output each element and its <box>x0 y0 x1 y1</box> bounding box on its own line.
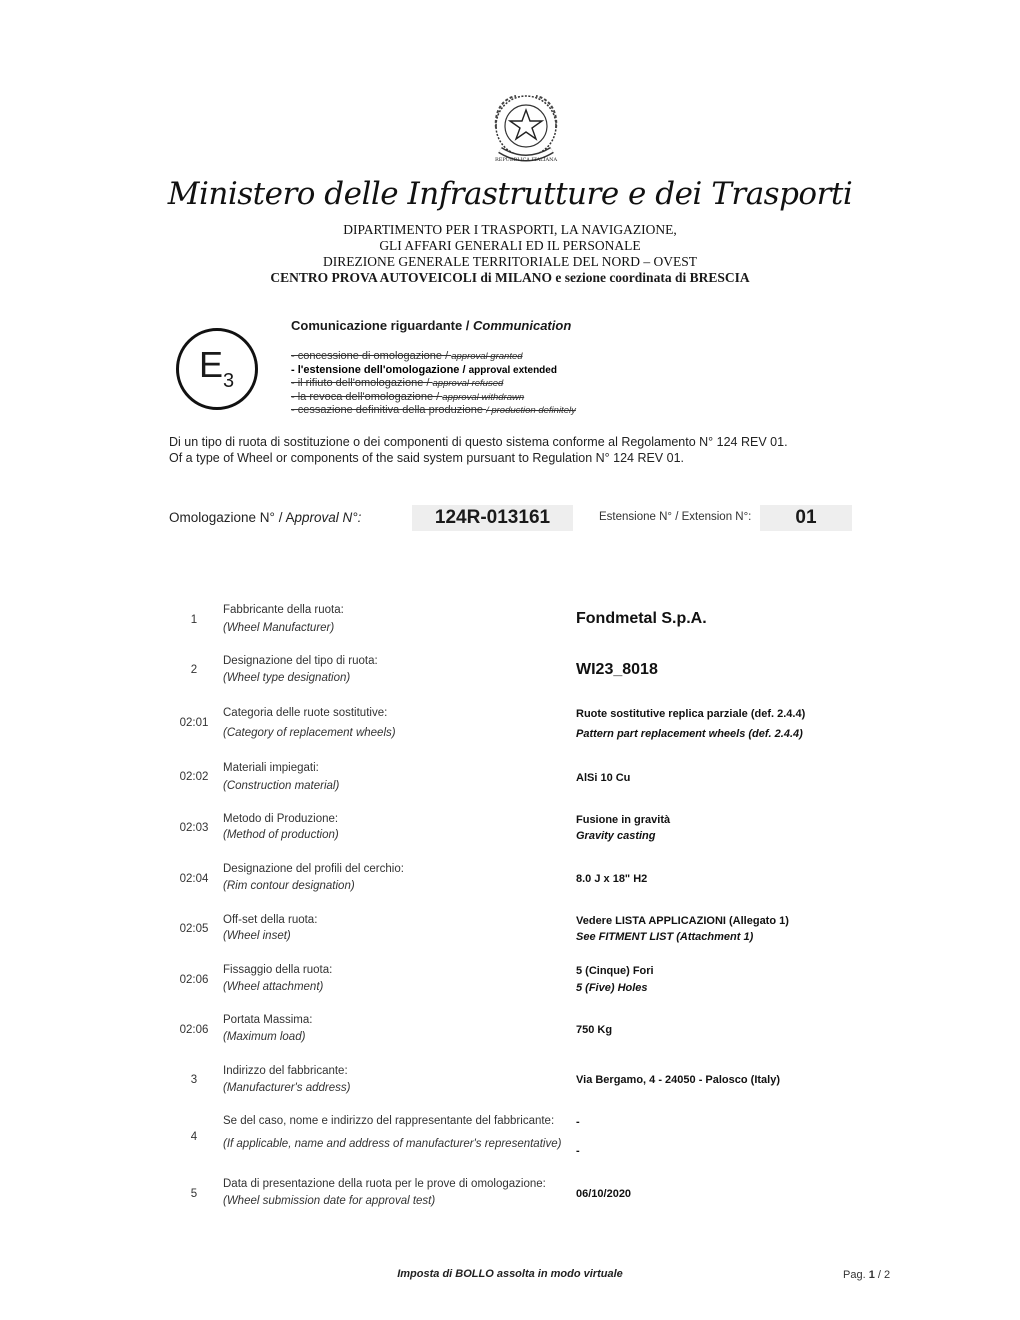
row-label-it: Fabbricante della ruota: <box>223 604 344 616</box>
row-number: 4 <box>190 1131 198 1143</box>
row-value: 750 Kg <box>576 1024 613 1036</box>
ministry-title: Ministero delle Infrastrutture e dei Trasporti <box>167 176 853 212</box>
extension-number-value: 01 <box>760 505 852 531</box>
row-label-it: Indirizzo del fabbricante: <box>223 1065 348 1077</box>
row-label-it: Metodo di Produzione: <box>223 813 339 825</box>
row-number: 02:03 <box>179 822 209 834</box>
row-value-en: 5 (Five) Holes <box>576 982 648 994</box>
row-number: 02:02 <box>179 771 209 783</box>
row-value-en: Pattern part replacement wheels (def. 2.4.4) <box>576 728 803 740</box>
italian-republic-emblem <box>486 88 566 170</box>
row-value: WI23_8018 <box>576 661 658 678</box>
page-number: Pag. 1 / 2 <box>843 1269 891 1281</box>
row-value: Vedere LISTA APPLICAZIONI (Allegato 1) <box>576 915 789 927</box>
option-production-discontinued: - cessazione definitiva della produzione / production definitely <box>291 404 576 416</box>
row-number: 02:06 <box>179 974 209 986</box>
row-value: Fondmetal S.p.A. <box>576 610 707 627</box>
star-icon <box>510 110 542 139</box>
row-number: 2 <box>190 664 198 676</box>
approval-number-label: Omologazione N° / Approval N°: <box>169 510 362 525</box>
intro-italian: Di un tipo di ruota di sostituzione o dei componenti di questo sistema conforme al Regolamento N° 124 REV 01. <box>169 435 788 449</box>
row-label-en: (Wheel inset) <box>223 930 291 942</box>
row-value-en: Gravity casting <box>576 830 656 842</box>
option-approval-extended: - l'estensione dell'omologazione / approval extended <box>291 364 557 376</box>
row-label-it: Materiali impiegati: <box>223 762 319 774</box>
row-number: 1 <box>190 614 198 626</box>
row-number: 3 <box>190 1074 198 1086</box>
row-value: Via Bergamo, 4 - 24050 - Palosco (Italy) <box>576 1074 780 1086</box>
row-label-it: Portata Massima: <box>223 1014 313 1026</box>
stamp-duty-note: Imposta di BOLLO assolta in modo virtuale <box>397 1268 623 1280</box>
row-value-en: - <box>576 1145 580 1157</box>
department-line-1: DIPARTIMENTO PER I TRASPORTI, LA NAVIGAZIONE, <box>343 222 677 237</box>
option-approval-withdrawn: - la revoca dell'omologazione / approval withdrawn <box>291 391 525 403</box>
row-number: 02:06 <box>179 1024 209 1036</box>
row-label-en: (Rim contour designation) <box>223 880 355 892</box>
row-value: Ruote sostitutive replica parziale (def. 2.4.4) <box>576 708 806 720</box>
row-value: AlSi 10 Cu <box>576 772 631 784</box>
row-label-en: (Wheel submission date for approval test) <box>223 1195 436 1207</box>
department-line-2: GLI AFFARI GENERALI ED IL PERSONALE <box>379 238 641 253</box>
row-label-en: (Wheel Manufacturer) <box>223 622 335 634</box>
row-number: 02:04 <box>179 873 209 885</box>
row-value: 5 (Cinque) Fori <box>576 965 654 977</box>
row-value: - <box>576 1116 580 1128</box>
approval-mark-number: 3 <box>223 370 235 392</box>
row-value-en: See FITMENT LIST (Attachment 1) <box>576 931 754 943</box>
row-label-it: Off-set della ruota: <box>223 914 318 926</box>
row-label-it: Data di presentazione della ruota per le prove di omologazione: <box>223 1178 546 1190</box>
extension-number-label: Estensione N° / Extension N°: <box>599 511 752 523</box>
row-label-en: (Wheel type designation) <box>223 672 351 684</box>
row-label-it: Designazione del profili del cerchio: <box>223 863 404 875</box>
svg-text:REPUBBLICA ITALIANA: REPUBBLICA ITALIANA <box>494 157 558 163</box>
row-value: 8.0 J x 18" H2 <box>576 873 648 885</box>
department-line-3: DIREZIONE GENERALE TERRITORIALE DEL NORD – OVEST <box>323 254 697 269</box>
row-value: 06/10/2020 <box>576 1188 632 1200</box>
centro-prova-line: CENTRO PROVA AUTOVEICOLI di MILANO e sezione coordinata di BRESCIA <box>270 270 750 285</box>
row-label-it: Fissaggio della ruota: <box>223 964 333 976</box>
option-approval-refused: - il rifiuto dell'omologazione / approval refused <box>291 377 504 389</box>
e3-approval-mark <box>176 328 258 410</box>
row-label-it: Se del caso, nome e indirizzo del rappresentante del fabbricante: <box>223 1115 555 1127</box>
intro-english: Of a type of Wheel or components of the said system pursuant to Regulation N° 124 REV 01. <box>169 451 684 465</box>
communication-title: Comunicazione riguardante / Communication <box>291 318 572 333</box>
row-number: 02:05 <box>179 923 209 935</box>
row-label-en: (Construction material) <box>223 780 340 792</box>
option-approval-granted: - concessione di omologazione / approval granted <box>291 350 523 362</box>
row-label-en: (Category of replacement wheels) <box>223 727 396 739</box>
row-value: Fusione in gravità <box>576 814 671 826</box>
row-label-en: (Maximum load) <box>223 1031 306 1043</box>
row-label-it: Categoria delle ruote sostitutive: <box>223 707 388 719</box>
approval-mark-letter: E <box>199 344 224 385</box>
row-number: 02:01 <box>179 717 209 729</box>
approval-number-value: 124R-013161 <box>412 505 573 531</box>
row-number: 5 <box>190 1188 198 1200</box>
row-label-en: (If applicable, name and address of manufacturer's representative) <box>223 1138 562 1150</box>
row-label-it: Designazione del tipo di ruota: <box>223 655 378 667</box>
row-label-en: (Manufacturer's address) <box>223 1082 351 1094</box>
row-label-en: (Wheel attachment) <box>223 981 324 993</box>
row-label-en: (Method of production) <box>223 829 339 841</box>
